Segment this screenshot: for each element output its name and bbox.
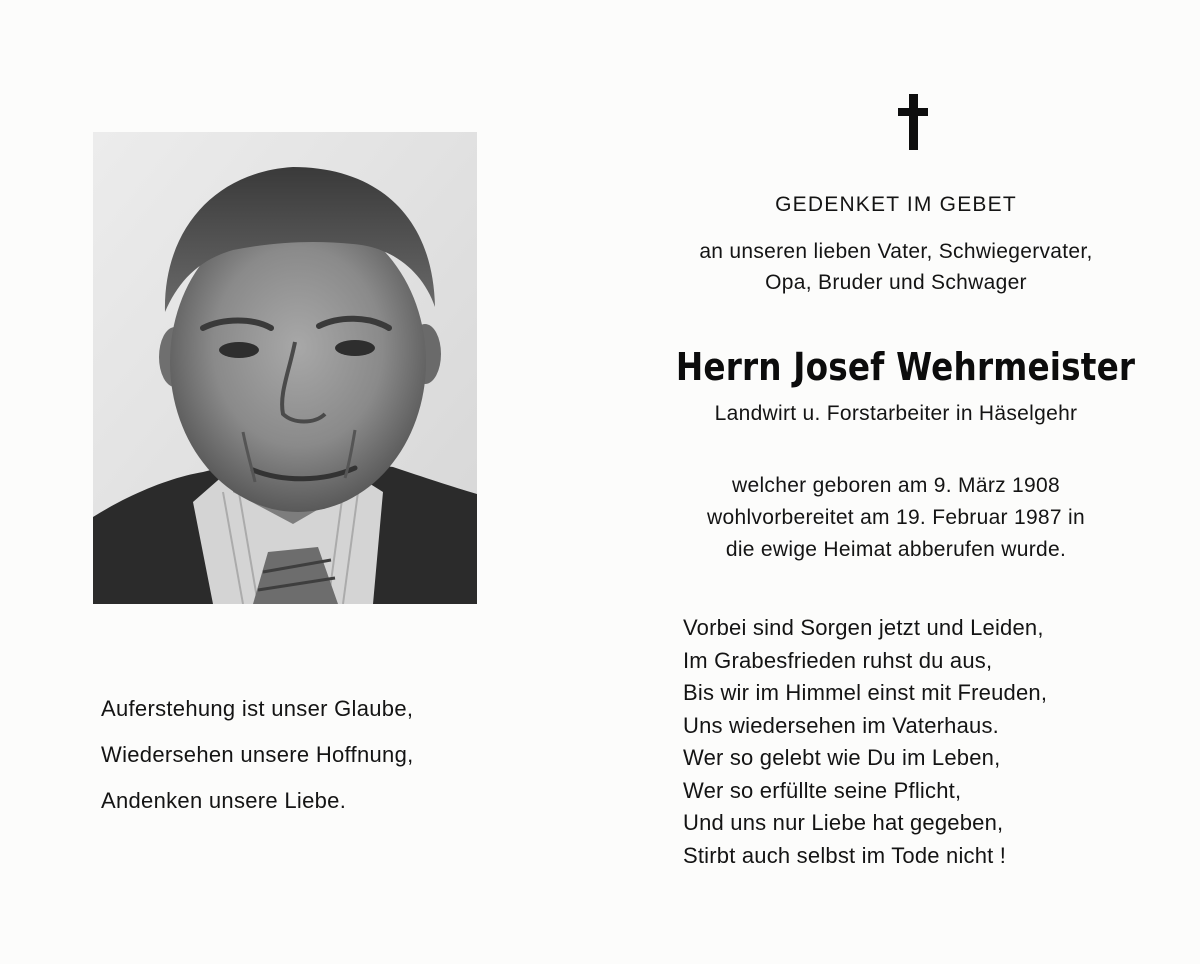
intro-text xyxy=(640,236,1152,298)
poem-line: Wer so erfüllte seine Pflicht, xyxy=(683,777,962,803)
poem-line: Und uns nur Liebe hat gegeben, xyxy=(683,810,1004,835)
poem-block xyxy=(683,612,1153,872)
dates-line: die ewige Heimat abberufen wurde. xyxy=(725,538,1067,561)
motto-line: Wiedersehen unsere Hoffnung, xyxy=(101,742,414,767)
intro-line: Opa, Bruder und Schwager xyxy=(765,271,1027,294)
heading: GEDENKET IM GEBET xyxy=(775,193,1017,216)
poem-line: Uns wiedersehen im Vaterhaus. xyxy=(683,712,999,738)
deceased-name: Herrn Josef Wehrmeister xyxy=(675,345,1136,389)
dates-line: welcher geboren am 9. März 1908 xyxy=(732,474,1060,497)
poem-line: Bis wir im Himmel einst mit Freuden, xyxy=(683,680,1048,705)
motto-line: Andenken unsere Liebe. xyxy=(101,788,347,813)
intro-line: an unseren lieben Vater, Schwiegervater, xyxy=(699,240,1093,263)
occupation: Landwirt u. Forstarbeiter in Häselgehr xyxy=(714,402,1078,425)
poem-line: Vorbei sind Sorgen jetzt und Leiden, xyxy=(683,615,1044,640)
dates-line: wohlvorbereitet am 19. Februar 1987 in xyxy=(707,506,1085,529)
motto-line: Auferstehung ist unser Glaube, xyxy=(101,696,414,721)
motto-block xyxy=(101,686,481,824)
cross-icon xyxy=(898,94,928,150)
dates-text xyxy=(640,470,1152,566)
portrait-photo xyxy=(93,132,477,604)
poem-line: Im Grabesfrieden ruhst du aus, xyxy=(683,647,993,673)
poem-line: Stirbt auch selbst im Tode nicht ! xyxy=(683,842,1007,868)
poem-line: Wer so gelebt wie Du im Leben, xyxy=(683,745,1001,770)
portrait-drawing xyxy=(93,132,477,604)
